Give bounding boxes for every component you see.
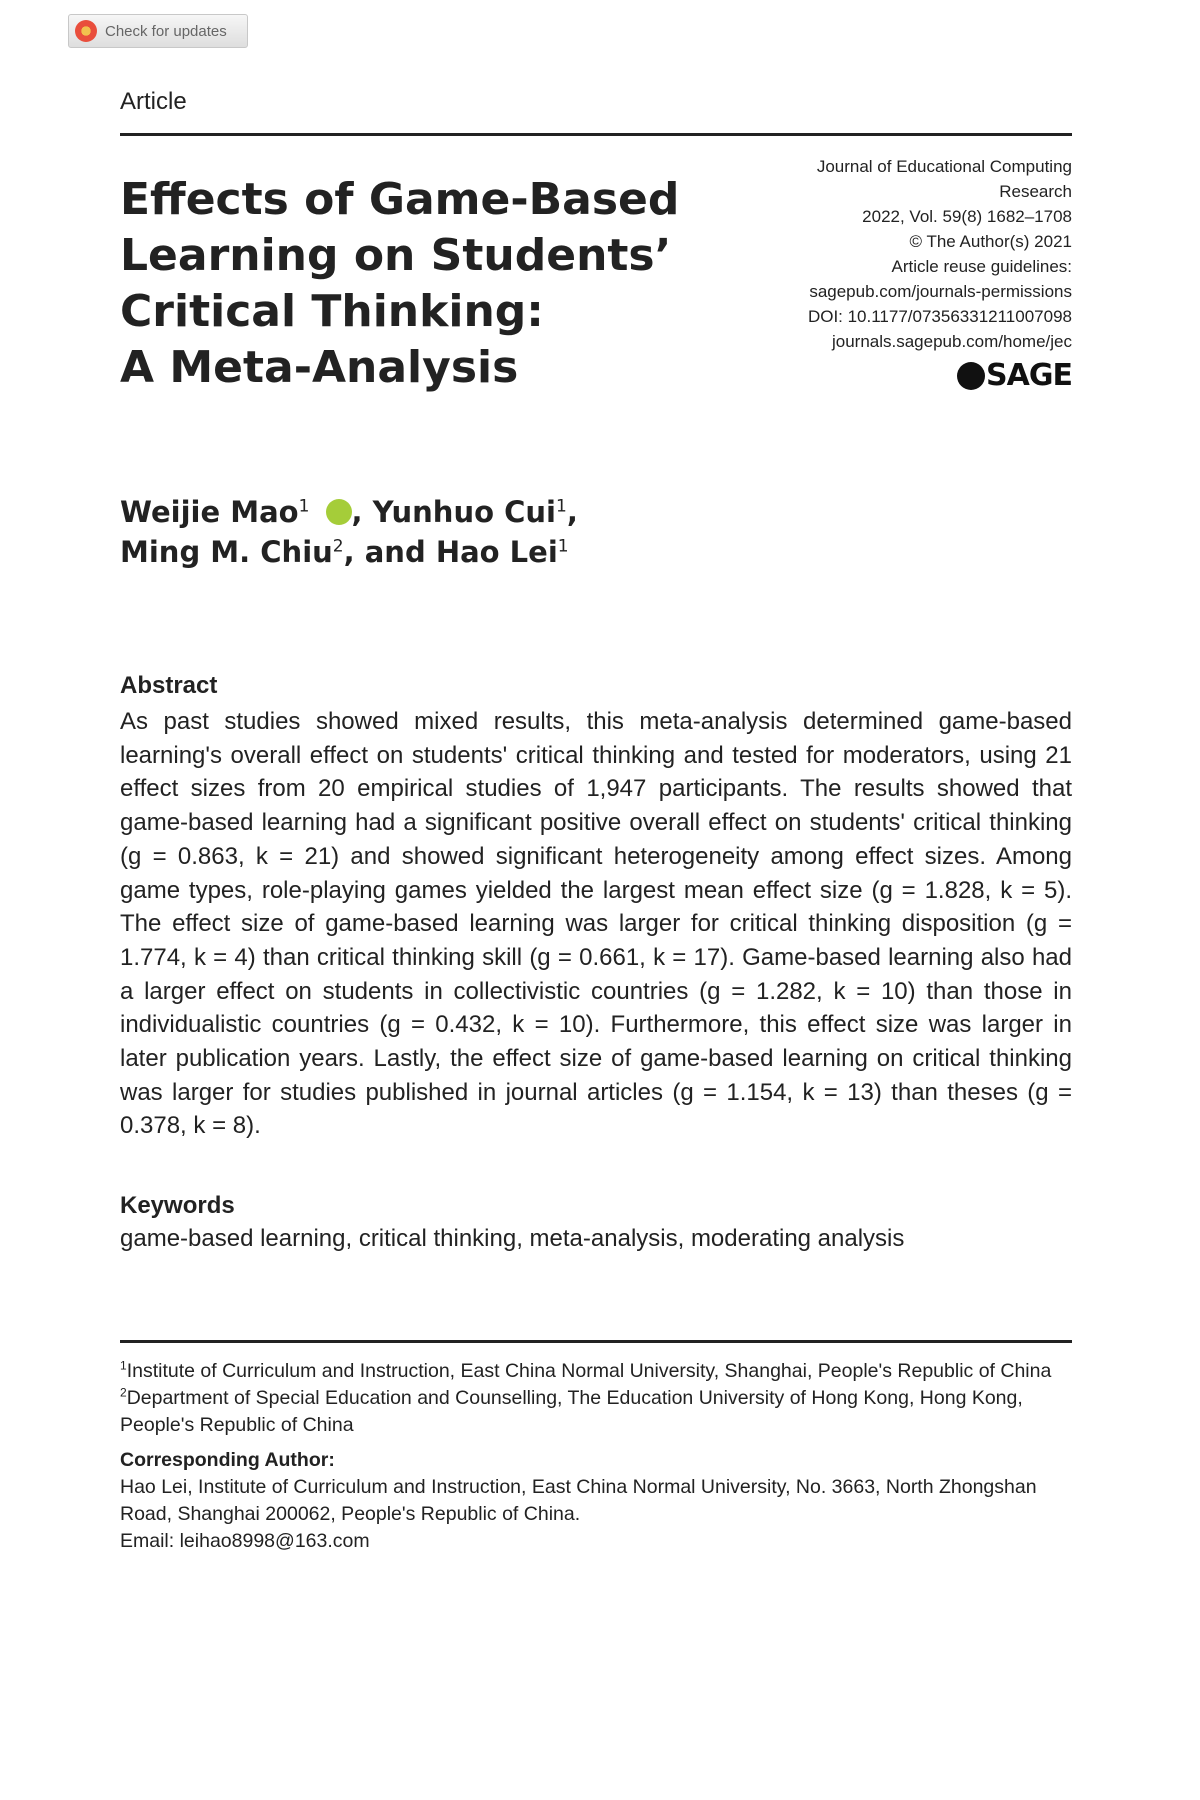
author-list (120, 492, 820, 572)
corresponding-author-label: Corresponding Author: (120, 1449, 335, 1471)
footnote-rule (120, 1340, 1072, 1343)
journal-name-line: Journal of Educational Computing (816, 157, 1072, 176)
author-affiliation: 1 (556, 496, 567, 517)
title-line: A Meta-Analysis (120, 342, 519, 393)
author-name: Yunhuo Cui (372, 495, 556, 529)
author-line (120, 532, 820, 572)
author-separator: , (351, 495, 373, 529)
author-affiliation: 2 (332, 536, 344, 557)
author-affiliation: 1 (298, 496, 310, 517)
abstract-heading: Abstract (120, 672, 218, 699)
article-title (120, 172, 740, 396)
reuse-guidelines-label: Article reuse guidelines: (891, 257, 1072, 276)
footnotes (120, 1358, 1072, 1555)
affiliation-1 (120, 1358, 1072, 1385)
journal-home-link[interactable]: journals.sagepub.com/home/jec (831, 332, 1072, 351)
journal-name-line: Research (999, 182, 1072, 201)
keywords-text: game-based learning, critical thinking, meta-analysis, moderating analysis (120, 1225, 905, 1252)
affiliation-text: Department of Special Education and Counselling, The Education University of Hong Kong, Hong Kong, People's Republic of China (120, 1387, 1023, 1436)
sage-mark-icon (957, 362, 985, 390)
title-line: Critical Thinking: (120, 286, 544, 337)
affiliation-2 (120, 1385, 1072, 1439)
author-line (120, 492, 820, 532)
author-separator: , and (343, 535, 436, 569)
permissions-link[interactable]: sagepub.com/journals-permissions (809, 282, 1072, 301)
author-affiliation: 1 (557, 536, 569, 557)
check-for-updates-button[interactable] (68, 14, 248, 48)
doi[interactable]: DOI: 10.1177/07356331211007098 (807, 307, 1072, 326)
title-line: Learning on Students’ (120, 230, 672, 281)
affiliation-number: 1 (120, 1358, 127, 1373)
affiliation-number: 2 (120, 1385, 127, 1400)
corresponding-author-email[interactable]: Email: leihao8998@163.com (120, 1530, 370, 1552)
author-name: Weijie Mao (120, 495, 299, 529)
crossmark-icon (75, 20, 97, 42)
corresponding-author-address: Hao Lei, Institute of Curriculum and Instruction, East China Normal University, No. 3663, North Zhongshan Road, Shanghai 200062, People's Republic of China. (120, 1476, 1037, 1525)
journal-info (742, 154, 1072, 354)
sage-logo (957, 358, 1072, 393)
keywords-heading: Keywords (120, 1192, 235, 1219)
affiliation-text: Institute of Curriculum and Instruction, East China Normal University, Shanghai, People's Republic of China (126, 1360, 1052, 1382)
author-name: Ming M. Chiu (120, 535, 333, 569)
check-for-updates-label: Check for updates (105, 22, 227, 40)
article-type-label: Article (120, 88, 187, 115)
header-rule (120, 133, 1072, 136)
author-name: Hao Lei (435, 535, 558, 569)
journal-copyright: © The Author(s) 2021 (909, 232, 1072, 251)
sage-logo-text: SAGE (986, 358, 1072, 393)
journal-volume: 2022, Vol. 59(8) 1682–1708 (862, 207, 1072, 226)
author-separator: , (566, 495, 578, 529)
title-line: Effects of Game-Based (120, 174, 680, 225)
abstract-text: As past studies showed mixed results, this meta-analysis determined game-based learning's overall effect on students' critical thinking and tested for moderators, using 21 effect sizes from 20 empirical studies of 1,947 participants. The results showed that game-based learning had a significant positive overall effect on students' critical thinking (g = 0.863, k = 21) and showed significant heterogeneity among effect sizes. Among game types, role-playing games yielded the largest mean effect size (g = 1.828, k = 5). The effect size of game-based learning was larger for critical thinking disposition (g = 1.774, k = 4) than critical thinking skill (g = 0.661, k = 17). Game-based learning also had a larger effect on students in collectivistic countries (g = 1.282, k = 10) than those in individualistic countries (g = 0.432, k = 10). Furthermore, this effect size was larger in later publication years. Lastly, the effect size of game-based learning on critical thinking was larger for studies published in journal articles (g = 1.154, k = 13) than theses (g = 0.378, k = 8). (120, 708, 1072, 1140)
orcid-icon[interactable] (326, 499, 352, 525)
